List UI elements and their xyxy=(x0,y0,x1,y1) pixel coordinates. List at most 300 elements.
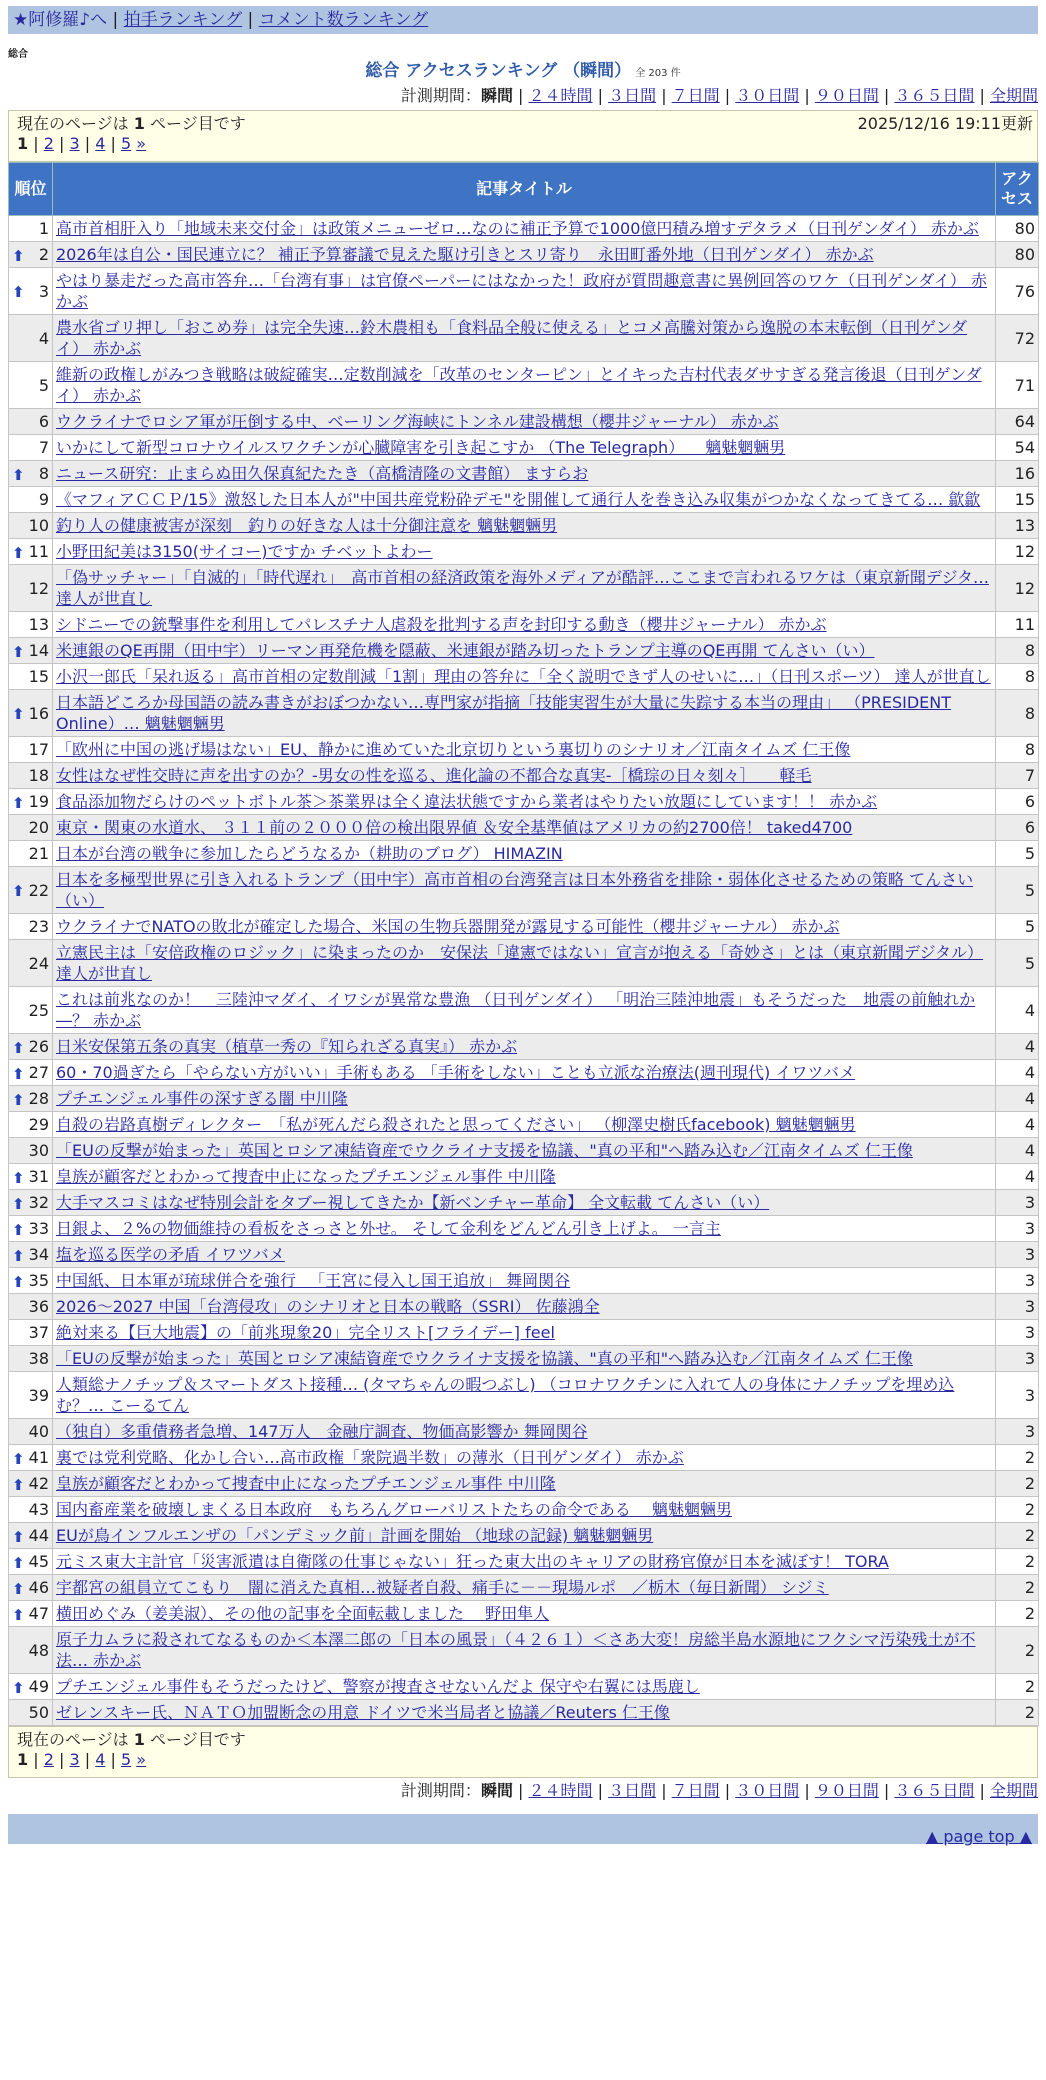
table-row xyxy=(9,1674,1039,1700)
table-row xyxy=(9,409,1039,435)
title-cell xyxy=(53,1627,996,1674)
period-option[interactable]: ３６５日間 xyxy=(894,1781,975,1800)
period-option[interactable]: ３日間 xyxy=(608,1781,657,1800)
rank-cell xyxy=(9,461,53,487)
rank-cell xyxy=(9,435,53,461)
up-arrow-icon: ⬆ xyxy=(12,1553,25,1572)
table-row xyxy=(9,940,1039,987)
rank-number: 12 xyxy=(28,578,49,598)
title-cell xyxy=(53,841,996,867)
rank-cell xyxy=(9,914,53,940)
table-row xyxy=(9,487,1039,513)
rank-cell xyxy=(9,1627,53,1674)
rank-cell xyxy=(9,1601,53,1627)
rank-number: 27 xyxy=(28,1063,49,1082)
article-link[interactable]: シドニーでの銃撃事件を利用してパレスチナ人虐殺を批判する声を封印する動き（櫻井ジャーナル） 赤かぶ xyxy=(56,615,827,634)
article-link[interactable]: 小沢一郎氏「呆れ返る」高市首相の定数削減「1割」理由の答弁に「全く説明できず人のせいに…」（日刊スポーツ） 達人が世直し xyxy=(56,667,991,686)
separator: | xyxy=(799,1781,815,1800)
access-count: 16 xyxy=(996,461,1039,487)
article-link[interactable]: 《マフィアＣＣＰ/15》激怒した日本人が"中国共産党粉砕デモ"を開催して通行人を巻き込み収集がつかなくなってきてる… 歙歙 xyxy=(56,490,981,509)
article-link[interactable]: プチエンジェル事件もそうだったけど、警察が捜査させないんだよ 保守や右翼には馬鹿し xyxy=(56,1677,700,1696)
up-arrow-icon: ⬆ xyxy=(12,1579,25,1598)
article-link[interactable]: 60・70過ぎたら「やらない方がいい」手術もある 「手術をしない」ことも立派な治療法(週刊現代) イワツバメ xyxy=(56,1063,856,1082)
rank-cell xyxy=(9,487,53,513)
rank-number: 14 xyxy=(28,641,49,660)
page-top-link[interactable]: ▲ page top ▲ xyxy=(925,1827,1032,1846)
table-header-row xyxy=(9,163,1039,216)
period-option[interactable]: ９０日間 xyxy=(814,86,879,105)
separator: | xyxy=(974,1781,990,1800)
page-link[interactable]: 2 xyxy=(43,1750,54,1769)
period-option[interactable]: 全期間 xyxy=(989,86,1038,105)
rank-number: 40 xyxy=(28,1422,49,1441)
period-option[interactable]: ７日間 xyxy=(671,86,720,105)
rank-number: 49 xyxy=(28,1677,49,1696)
access-count: 2 xyxy=(996,1497,1039,1523)
rank-cell xyxy=(9,409,53,435)
rank-cell xyxy=(9,1674,53,1700)
article-link[interactable]: 皇族が顧客だとわかって捜査中止になったプチエンジェル事件 中川隆 xyxy=(56,1167,556,1186)
table-row xyxy=(9,664,1039,690)
page-link[interactable]: 4 xyxy=(95,1750,106,1769)
article-link[interactable]: プチエンジェル事件の深すぎる闇 中川隆 xyxy=(56,1089,348,1108)
separator: | xyxy=(592,86,609,105)
article-link[interactable]: 日本が台湾の戦争に参加したらどうなるか（耕助のブログ） HIMAZIN xyxy=(56,844,563,863)
article-link[interactable]: 原子力ムラに殺されてなるものか＜本澤二郎の「日本の風景」（４２６１）＜さあ大変！房総半島水源地にフクシマ汚染残土が不法… 赤かぶ xyxy=(56,1630,976,1670)
up-arrow-icon: ⬆ xyxy=(12,246,25,265)
article-link[interactable]: 中国紙、日本軍が琉球併合を強行 「王宮に侵入し国王追放」 舞岡関谷 xyxy=(56,1271,571,1290)
period-option[interactable]: ３６５日間 xyxy=(894,86,975,105)
article-link[interactable]: ウクライナでロシア軍が圧倒する中、ベーリング海峡にトンネル建設構想（櫻井ジャーナル） 赤かぶ xyxy=(56,412,779,431)
access-count: 4 xyxy=(996,987,1039,1034)
access-count: 12 xyxy=(996,539,1039,565)
title-cell xyxy=(53,409,996,435)
rank-number: 39 xyxy=(28,1385,49,1405)
period-option[interactable]: ７日間 xyxy=(671,1781,720,1800)
article-link[interactable]: 人類総ナノチップ＆スマートダスト接種… (タマちゃんの暇つぶし) （コロナワクチンに入れて人の身体にナノチップを埋め込む？… こーるてん xyxy=(56,1375,955,1415)
rank-cell xyxy=(9,268,53,315)
title-cell xyxy=(53,1497,996,1523)
period-selector-bottom xyxy=(401,1781,1038,1801)
page-info-prefix: 現在のページは xyxy=(17,114,129,133)
rank-number: 36 xyxy=(28,1297,49,1316)
access-count: 71 xyxy=(996,362,1039,409)
rank-number: 43 xyxy=(28,1500,49,1519)
access-count: 8 xyxy=(996,690,1039,737)
article-link[interactable]: いかにして新型コロナウイルスワクチンが心臓障害を引き起こすか （The Telegraph） 魑魅魍魎男 xyxy=(56,438,786,457)
rank-cell xyxy=(9,638,53,664)
table-row xyxy=(9,1601,1039,1627)
period-option[interactable]: ３０日間 xyxy=(735,1781,800,1800)
period-option[interactable]: 全期間 xyxy=(989,1781,1038,1800)
page-link[interactable]: 5 xyxy=(120,134,132,153)
separator: | xyxy=(878,1781,895,1800)
up-arrow-icon: ⬆ xyxy=(12,465,25,484)
rank-cell xyxy=(9,315,53,362)
ranking-title: 総合 アクセスランキング （瞬間） xyxy=(365,61,632,81)
rank-cell xyxy=(9,1700,53,1726)
article-link[interactable]: 大手マスコミはなぜ特別会計をタブー視してきたか【新ベンチャー革命】 全文転載 てんさい（い） xyxy=(56,1193,770,1212)
access-count: 6 xyxy=(996,815,1039,841)
article-link[interactable]: これは前兆なのか！ 三陸沖マダイ、イワシが異常な豊漁 （日刊ゲンダイ） 「明治三陸沖地震」もそうだった 地震の前触れか―？ 赤かぶ xyxy=(56,990,976,1030)
access-count: 3 xyxy=(996,1216,1039,1242)
next-page-link[interactable]: » xyxy=(136,134,147,153)
rank-number: 23 xyxy=(28,917,49,936)
rank-number: 48 xyxy=(28,1640,49,1660)
category-label: 総合 xyxy=(8,49,28,60)
rank-cell xyxy=(9,1242,53,1268)
rank-cell xyxy=(9,841,53,867)
article-link[interactable]: （独自）多重債務者急増、147万人 金融庁調査、物価高影響か 舞岡関谷 xyxy=(56,1422,588,1441)
access-count: 4 xyxy=(996,1060,1039,1086)
article-link[interactable]: ウクライナでNATOの敗北が確定した場合、米国の生物兵器開発が露見する可能性（櫻井ジャーナル） 赤かぶ xyxy=(56,917,840,936)
article-link[interactable]: 日本語どころか母国語の読み書きがおぼつかない…専門家が指摘「技能実習生が大量に失踪する本当の理由」 （PRESIDENT Online）… 魑魅魍魎男 xyxy=(56,693,952,733)
article-link[interactable]: 自殺の岩路真樹ディレクター 「私が死んだら殺されたと思ってください」 （柳澤史樹氏facebook) 魑魅魍魎男 xyxy=(56,1115,856,1134)
access-count: 2 xyxy=(996,1549,1039,1575)
period-current: 瞬間 xyxy=(480,86,513,105)
rank-cell xyxy=(9,1320,53,1346)
separator: | xyxy=(719,1781,736,1800)
table-row xyxy=(9,1419,1039,1445)
separator: | xyxy=(592,1781,609,1800)
article-link[interactable]: 食品添加物だらけのペットボトル茶＞茶業界は全く違法状態ですから業者はやりたい放題にしています！！ 赤かぶ xyxy=(56,792,878,811)
title-cell xyxy=(53,867,996,914)
separator: | xyxy=(656,86,672,105)
article-link[interactable]: 元ミス東大主計官「災害派遣は自衛隊の仕事じゃない」狂った東大出のキャリアの財務官僚が日本を滅ぼす！ TORA xyxy=(56,1552,889,1571)
item-count: 全 203 件 xyxy=(635,68,681,79)
article-link[interactable]: 「EUの反撃が始まった」英国とロシア凍結資産でウクライナ支援を協議、"真の平和"へ踏み込む／江南タイムズ 仁王像 xyxy=(56,1349,913,1368)
article-link[interactable]: 裏では党利党略、化かし合い…高市政権「衆院過半数」の薄氷（日刊ゲンダイ） 赤かぶ xyxy=(56,1448,684,1467)
article-link[interactable]: ゼレンスキー氏、ＮＡＴＯ加盟断念の用意 ドイツで米当局者と協議／Reuters 仁王像 xyxy=(56,1703,670,1722)
table-row xyxy=(9,815,1039,841)
access-count: 80 xyxy=(996,216,1039,242)
title-cell xyxy=(53,1060,996,1086)
rank-cell xyxy=(9,1497,53,1523)
title-cell xyxy=(53,1372,996,1419)
up-arrow-icon: ⬆ xyxy=(12,793,25,812)
title-cell xyxy=(53,1190,996,1216)
rank-cell xyxy=(9,1086,53,1112)
rank-number: 21 xyxy=(28,844,49,863)
period-option[interactable]: ２４時間 xyxy=(528,86,593,105)
page-info-suffix: ページ目です xyxy=(150,114,246,133)
table-row xyxy=(9,914,1039,940)
top-nav-bar: ★阿修羅♪へ | 拍手ランキング | コメント数ランキング xyxy=(8,6,1038,34)
access-count: 3 xyxy=(996,1268,1039,1294)
clap-ranking-link[interactable]: 拍手ランキング xyxy=(123,10,243,30)
rank-number: 41 xyxy=(28,1448,49,1467)
article-link[interactable]: 日米安保第五条の真実（植草一秀の『知られざる真実』） 赤かぶ xyxy=(56,1037,518,1056)
access-count: 5 xyxy=(996,867,1039,914)
article-link[interactable]: 小野田紀美は3150(サイコー)ですか チベットよわー xyxy=(56,542,433,561)
access-count: 8 xyxy=(996,737,1039,763)
rank-number: 30 xyxy=(28,1141,49,1160)
rank-cell xyxy=(9,1419,53,1445)
rank-number: 25 xyxy=(28,1000,49,1020)
rank-number: 22 xyxy=(28,880,49,900)
table-row xyxy=(9,1112,1039,1138)
up-arrow-icon: ⬆ xyxy=(12,882,25,900)
title-cell xyxy=(53,1034,996,1060)
article-link[interactable]: 絶対来る【巨大地震】の「前兆現象20」完全リスト[フライデー] feel xyxy=(56,1323,555,1342)
rank-cell xyxy=(9,1164,53,1190)
title-cell xyxy=(53,664,996,690)
article-link[interactable]: 立憲民主は「安倍政権のロジック」に染まったのか 安保法「違憲ではない」宣言が抱える「奇妙さ」とは（東京新聞デジタル） 達人が世直し xyxy=(56,943,984,983)
article-link[interactable]: 米連銀のQE再開（田中宇）リーマン再発危機を隠蔽、米連銀が踏み切ったトランプ主導のQE再開 てんさい（い） xyxy=(56,641,875,660)
access-count: 4 xyxy=(996,1034,1039,1060)
page-info-top xyxy=(8,110,1038,162)
title-cell xyxy=(53,565,996,612)
access-count: 11 xyxy=(996,612,1039,638)
table-row xyxy=(9,987,1039,1034)
rank-number: 5 xyxy=(38,375,49,395)
rank-cell xyxy=(9,1216,53,1242)
up-arrow-icon: ⬆ xyxy=(12,705,25,723)
up-arrow-icon: ⬆ xyxy=(12,1064,25,1083)
rank-number: 44 xyxy=(28,1526,49,1545)
period-label: 計測期間： xyxy=(400,1781,481,1800)
article-link[interactable]: ニュース研究：止まらぬ田久保真紀たたき（高橋清隆の文書館） ますらお xyxy=(56,464,589,483)
separator: | xyxy=(28,1750,44,1769)
title-cell xyxy=(53,1346,996,1372)
title-cell xyxy=(53,1294,996,1320)
article-link[interactable]: 釣り人の健康被害が深刻 釣りの好きな人は十分御注意を 魑魅魍魎男 xyxy=(56,516,558,535)
rank-cell xyxy=(9,565,53,612)
period-option[interactable]: ９０日間 xyxy=(814,1781,879,1800)
article-link[interactable]: 「欧州に中国の逃げ場はない」EU、静かに進めていた北京切りという裏切りのシナリオ／江南タイムズ 仁王像 xyxy=(56,740,851,759)
title-cell xyxy=(53,1138,996,1164)
access-count: 4 xyxy=(996,1164,1039,1190)
home-link[interactable]: ★阿修羅♪へ xyxy=(13,10,108,30)
rank-cell xyxy=(9,940,53,987)
access-count: 4 xyxy=(996,1138,1039,1164)
separator: | xyxy=(512,1781,529,1800)
table-row xyxy=(9,612,1039,638)
rank-number: 37 xyxy=(28,1323,49,1342)
rank-cell xyxy=(9,1523,53,1549)
table-row xyxy=(9,315,1039,362)
table-row xyxy=(9,1294,1039,1320)
access-count: 76 xyxy=(996,268,1039,315)
table-row xyxy=(9,1497,1039,1523)
table-row xyxy=(9,841,1039,867)
rank-cell xyxy=(9,1268,53,1294)
up-arrow-icon: ⬆ xyxy=(12,1678,25,1697)
separator: | xyxy=(79,1750,96,1769)
title-cell xyxy=(53,539,996,565)
rank-number: 24 xyxy=(28,953,49,973)
title-cell xyxy=(53,487,996,513)
table-row xyxy=(9,1346,1039,1372)
separator: | xyxy=(799,86,815,105)
table-row xyxy=(9,1216,1039,1242)
page-link[interactable]: 4 xyxy=(95,134,106,153)
separator: | xyxy=(28,134,44,153)
table-row xyxy=(9,1138,1039,1164)
title-cell xyxy=(53,763,996,789)
page-info-current: 1 xyxy=(133,1730,145,1749)
rank-cell xyxy=(9,1575,53,1601)
title-cell xyxy=(53,1419,996,1445)
title-cell xyxy=(53,1086,996,1112)
ranking-rows xyxy=(9,216,1039,1726)
rank-number: 18 xyxy=(28,766,49,785)
rank-cell xyxy=(9,664,53,690)
next-page-link[interactable]: » xyxy=(136,1750,147,1769)
title-cell xyxy=(53,1242,996,1268)
table-row xyxy=(9,461,1039,487)
title-cell xyxy=(53,1445,996,1471)
access-count: 2 xyxy=(996,1575,1039,1601)
article-link[interactable]: 女性はなぜ性交時に声を出すのか？-男女の性を巡る、進化論の不都合な真実-［橋琮の日々刻々］ 軽毛 xyxy=(56,766,812,785)
title-cell xyxy=(53,1575,996,1601)
table-row xyxy=(9,1627,1039,1674)
comment-ranking-link[interactable]: コメント数ランキング xyxy=(258,10,429,30)
title-cell xyxy=(53,1523,996,1549)
access-count: 3 xyxy=(996,1242,1039,1268)
page-current: 1 xyxy=(17,1750,29,1769)
rank-cell xyxy=(9,789,53,815)
article-link[interactable]: 維新の政権しがみつき戦略は破綻確実…定数削減を「改革のセンターピン」とイキった吉村代表ダサすぎる発言後退（日刊ゲンダイ） 赤かぶ xyxy=(56,365,982,405)
article-link[interactable]: 高市首相肝入り「地域未来交付金」は政策メニューゼロ…なのに補正予算で1000億円積み増すデタラメ（日刊ゲンダイ） 赤かぶ xyxy=(56,219,979,238)
access-count: 3 xyxy=(996,1294,1039,1320)
up-arrow-icon: ⬆ xyxy=(12,1220,25,1239)
rank-cell xyxy=(9,815,53,841)
title-cell xyxy=(53,1164,996,1190)
rank-number: 6 xyxy=(38,412,49,431)
rank-number: 4 xyxy=(38,328,49,348)
table-row xyxy=(9,1242,1039,1268)
period-option[interactable]: ３日間 xyxy=(608,86,657,105)
up-arrow-icon: ⬆ xyxy=(12,1246,25,1265)
rank-number: 15 xyxy=(28,667,49,686)
period-selector xyxy=(401,86,1038,106)
table-row xyxy=(9,1034,1039,1060)
article-link[interactable]: 塩を巡る医学の矛盾 イワツバメ xyxy=(56,1245,285,1264)
table-row xyxy=(9,737,1039,763)
table-row xyxy=(9,867,1039,914)
up-arrow-icon: ⬆ xyxy=(12,1449,25,1468)
rank-number: 34 xyxy=(28,1245,49,1264)
rank-cell xyxy=(9,1549,53,1575)
article-link[interactable]: 2026～2027 中国「台湾侵攻」のシナリオと日本の戦略（SSRI） 佐藤鴻全 xyxy=(56,1297,600,1316)
rank-number: 10 xyxy=(28,516,49,535)
title-cell xyxy=(53,1471,996,1497)
article-link[interactable]: やはり暴走だった高市答弁…「台湾有事」は官僚ペーパーにはなかった！政府が質問趣意書に異例回答のワケ（日刊ゲンダイ） 赤かぶ xyxy=(56,271,988,311)
rank-cell xyxy=(9,1294,53,1320)
title-cell xyxy=(53,612,996,638)
rank-cell xyxy=(9,1138,53,1164)
rank-number: 16 xyxy=(28,703,49,723)
period-option[interactable]: ２４時間 xyxy=(528,1781,593,1800)
article-link[interactable]: 宇都宮の組員立てこもり 闇に消えた真相…被疑者自殺、痛手に－－現場ルポ ／栃木（毎日新聞） シジミ xyxy=(56,1578,829,1597)
rank-number: 46 xyxy=(28,1578,49,1597)
access-count: 13 xyxy=(996,513,1039,539)
article-link[interactable]: EUが鳥インフルエンザの「パンデミック前」計画を開始 （地球の記録) 魑魅魍魎男 xyxy=(56,1526,654,1545)
title-header: 記事タイトル xyxy=(53,163,996,216)
rank-number: 8 xyxy=(38,464,49,483)
up-arrow-icon: ⬆ xyxy=(12,1090,25,1109)
page-link[interactable]: 3 xyxy=(69,134,80,153)
article-link[interactable]: 東京・関東の水道水、 ３１１前の２０００倍の検出限界値 ＆安全基準値はアメリカの約2700倍！ taked4700 xyxy=(56,818,853,837)
access-count: 2 xyxy=(996,1523,1039,1549)
rank-cell xyxy=(9,1034,53,1060)
access-count: 4 xyxy=(996,1086,1039,1112)
rank-number: 38 xyxy=(28,1349,49,1368)
table-row xyxy=(9,539,1039,565)
rank-number: 35 xyxy=(28,1271,49,1290)
rank-number: 28 xyxy=(28,1089,49,1108)
table-row xyxy=(9,789,1039,815)
title-cell xyxy=(53,987,996,1034)
access-count: 12 xyxy=(996,565,1039,612)
rank-number: 3 xyxy=(38,281,49,301)
page-info-suffix: ページ目です xyxy=(150,1730,246,1749)
article-link[interactable]: 「EUの反撃が始まった」英国とロシア凍結資産でウクライナ支援を協議、"真の平和"へ踏み込む／江南タイムズ 仁王像 xyxy=(56,1141,913,1160)
period-option[interactable]: ３０日間 xyxy=(735,86,800,105)
article-link[interactable]: 農水省ゴリ押し「おこめ券」は完全失速…鈴木農相も「食料品全般に使える」とコメ高騰対策から逸脱の本末転倒（日刊ゲンダイ） 赤かぶ xyxy=(56,318,968,358)
up-arrow-icon: ⬆ xyxy=(12,1194,25,1213)
table-row xyxy=(9,1445,1039,1471)
up-arrow-icon: ⬆ xyxy=(12,1475,25,1494)
table-row xyxy=(9,435,1039,461)
page-info-current: 1 xyxy=(133,114,145,133)
title-cell xyxy=(53,914,996,940)
table-row xyxy=(9,565,1039,612)
article-link[interactable]: 日本を多極型世界に引き入れるトランプ（田中宇）高市首相の台湾発言は日本外務省を排除・弱体化させるための策略 てんさい（い） xyxy=(56,870,974,910)
table-row xyxy=(9,1164,1039,1190)
page-link[interactable]: 5 xyxy=(120,1750,132,1769)
rank-number: 33 xyxy=(28,1219,49,1238)
article-link[interactable]: 日銀よ、２%の物価維持の看板をさっさと外せ。 そして金利をどんどん引き上げよ。 一言主 xyxy=(56,1219,721,1238)
article-link[interactable]: 「偽サッチャー」「自滅的」「時代遅れ」 高市首相の経済政策を海外メディアが酷評…ここまで言われるワケは（東京新聞デジタ… 達人が世直し xyxy=(56,568,989,608)
access-count: 8 xyxy=(996,638,1039,664)
table-row xyxy=(9,513,1039,539)
up-arrow-icon: ⬆ xyxy=(12,283,25,301)
rank-number: 2 xyxy=(38,245,49,264)
article-link[interactable]: 国内畜産業を破壊しまくる日本政府 もちろんグローバリストたちの命令である 魑魅魍魎男 xyxy=(56,1500,732,1519)
period-label: 計測期間： xyxy=(400,86,481,105)
page-link[interactable]: 3 xyxy=(69,1750,80,1769)
access-header: アクセス xyxy=(996,163,1039,216)
access-count: 5 xyxy=(996,914,1039,940)
separator: | xyxy=(878,86,895,105)
up-arrow-icon: ⬆ xyxy=(12,1168,25,1187)
access-count: 3 xyxy=(996,1372,1039,1419)
table-row xyxy=(9,1268,1039,1294)
page-info-bottom xyxy=(8,1726,1038,1778)
table-row xyxy=(9,1523,1039,1549)
separator: | xyxy=(105,134,121,153)
title-cell xyxy=(53,1674,996,1700)
article-link[interactable]: 皇族が顧客だとわかって捜査中止になったプチエンジェル事件 中川隆 xyxy=(56,1474,556,1493)
separator: | xyxy=(719,86,736,105)
rank-cell xyxy=(9,612,53,638)
rank-cell xyxy=(9,1060,53,1086)
separator: | xyxy=(79,134,96,153)
up-arrow-icon: ⬆ xyxy=(12,642,25,661)
table-row xyxy=(9,268,1039,315)
article-link[interactable]: 横田めぐみ（姜美淑）、その他の記事を全面転載しました 野田隼人 xyxy=(56,1604,550,1623)
page-link[interactable]: 2 xyxy=(43,134,54,153)
rank-number: 13 xyxy=(28,615,49,634)
access-count: 2 xyxy=(996,1700,1039,1726)
separator: | xyxy=(512,86,529,105)
article-link[interactable]: 2026年は自公・国民連立に？ 補正予算審議で見えた駆け引きとスリ寄り 永田町番外地（日刊ゲンダイ） 赤かぶ xyxy=(56,245,874,264)
rank-number: 19 xyxy=(28,792,49,811)
separator: | xyxy=(105,1750,121,1769)
up-arrow-icon: ⬆ xyxy=(12,1272,25,1291)
